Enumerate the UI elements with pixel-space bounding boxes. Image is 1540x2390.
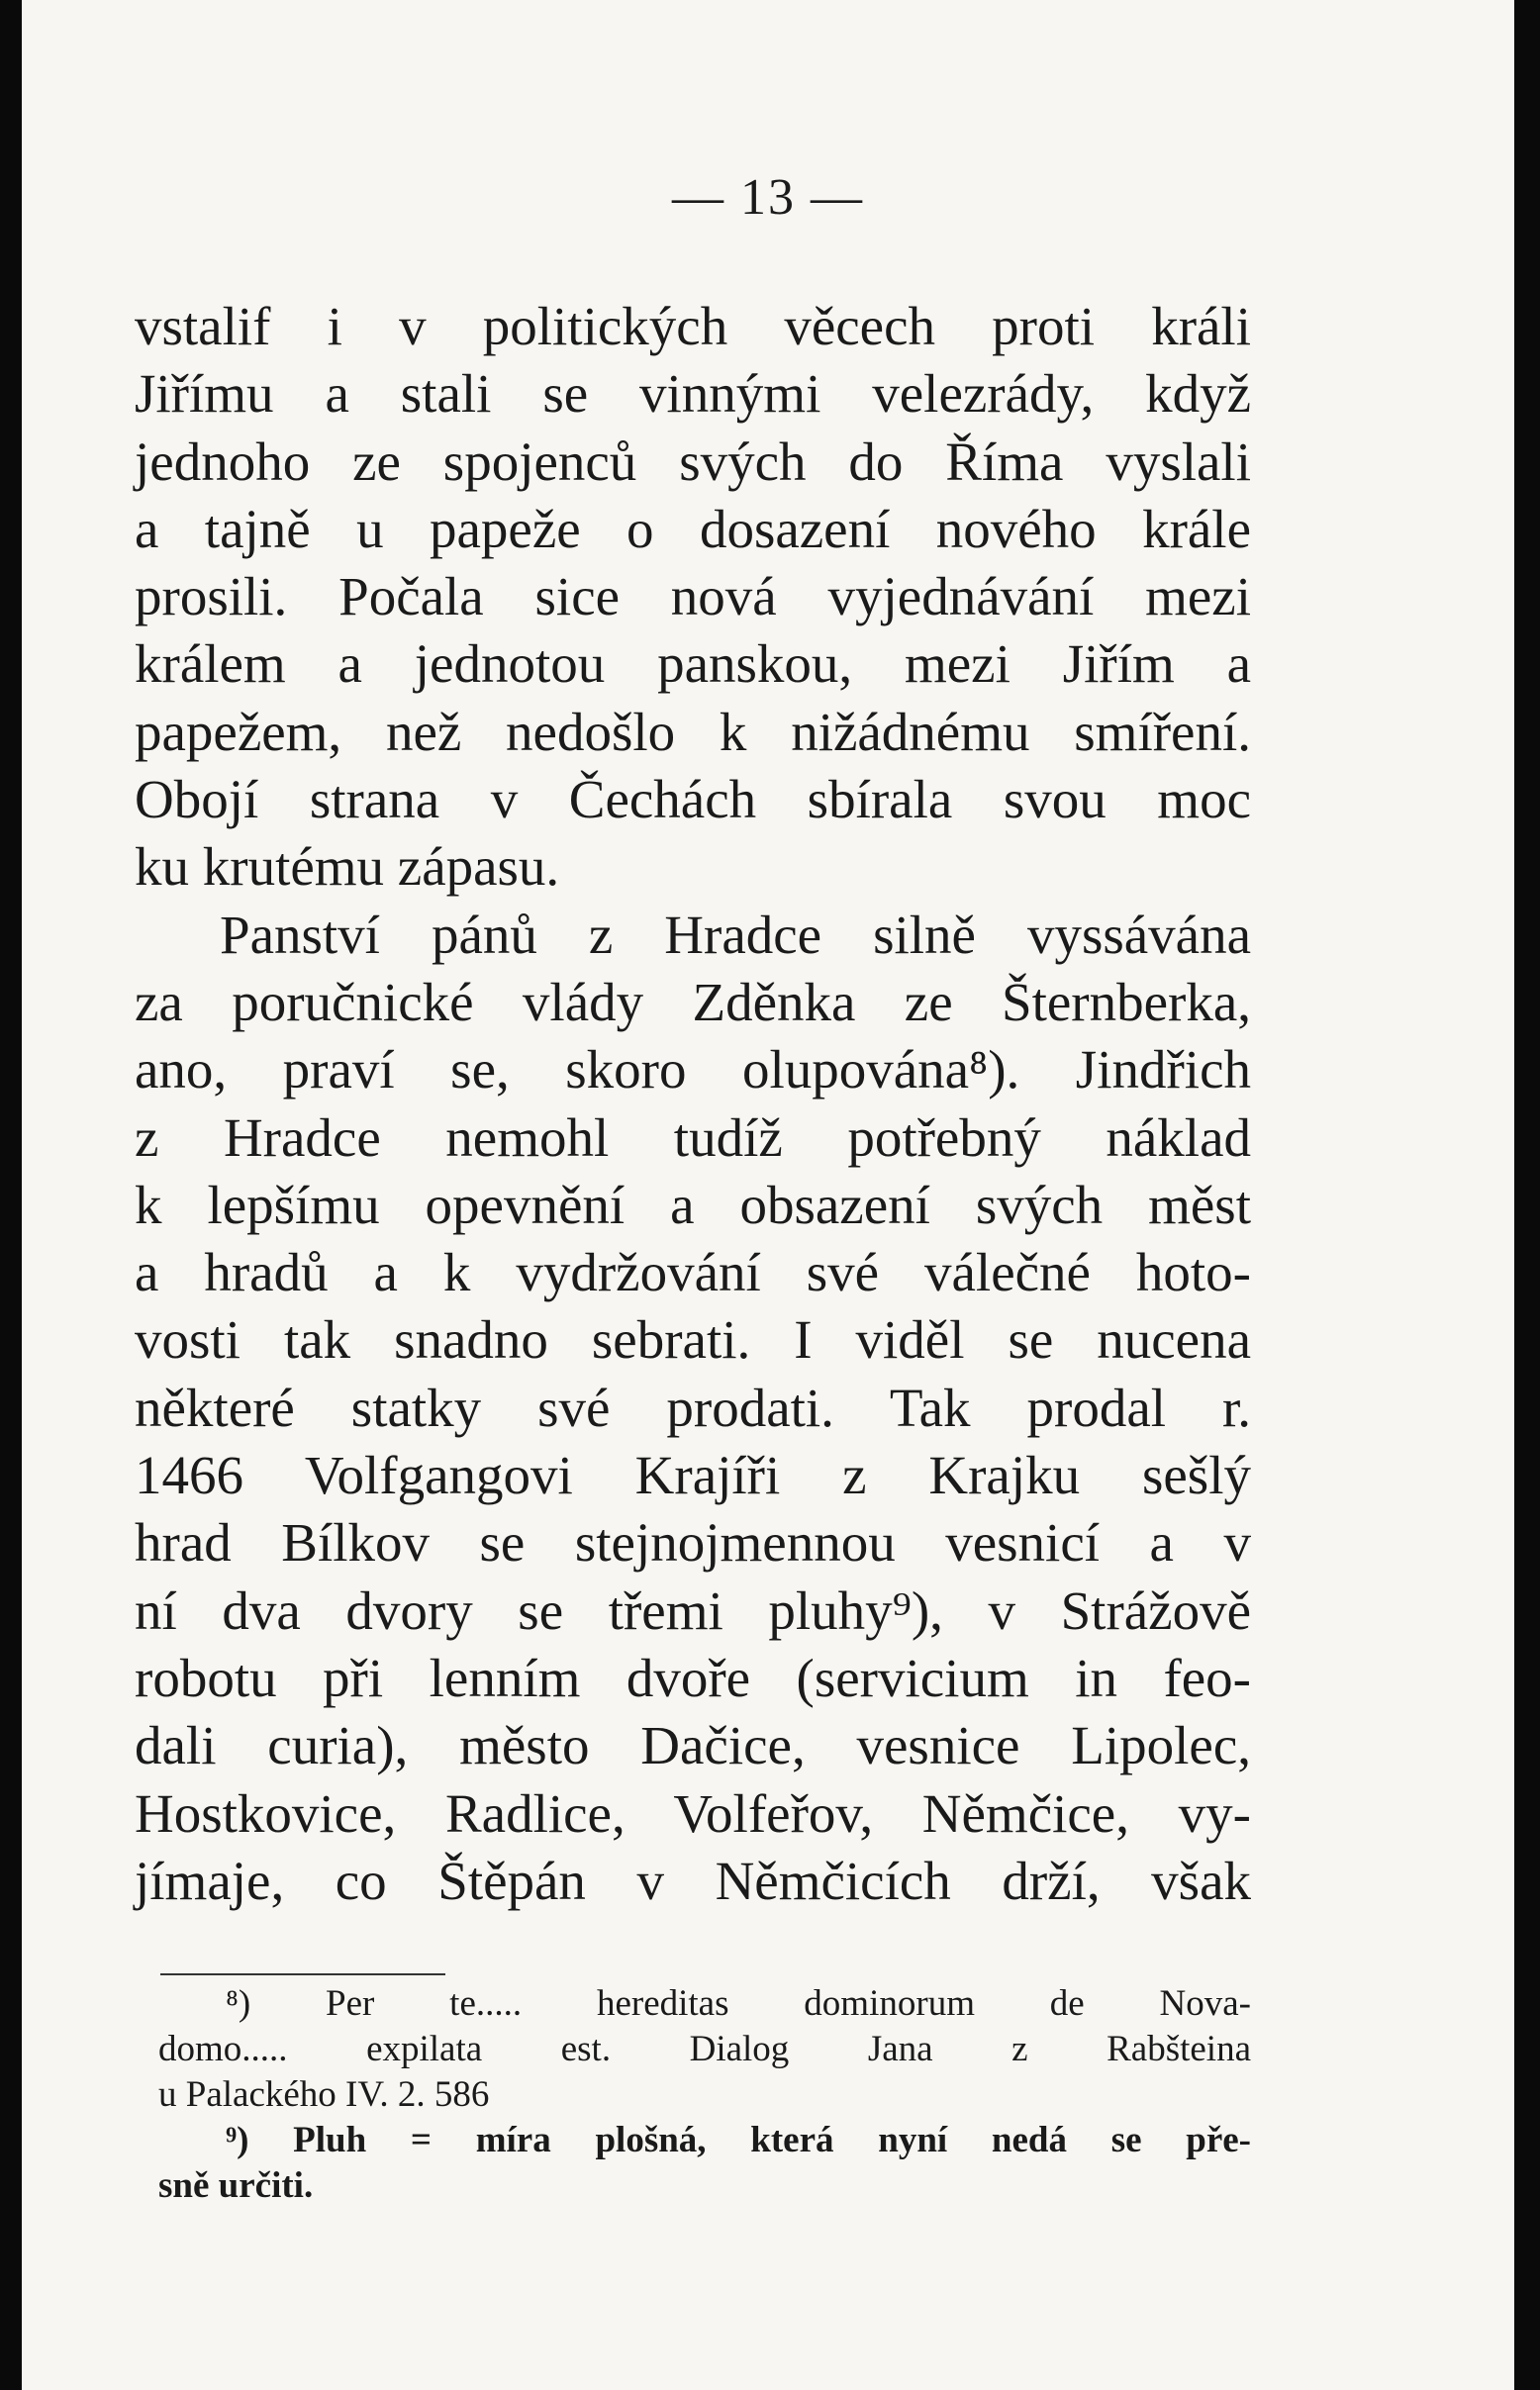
text-line: Hostkovice, Radlice, Volfeřov, Němčice, vy-	[135, 1782, 1251, 1844]
text-line: papežem, než nedošlo k nižádnému smíření.	[135, 701, 1251, 762]
text-line: vosti tak snadno sebrati. I viděl se nucena	[135, 1309, 1251, 1371]
text-line: Obojí strana v Čechách sbírala svou moc	[135, 769, 1251, 830]
text-line: prosili. Počala sice nová vyjednávání mezi	[135, 566, 1251, 627]
text-line: Panství pánů z Hradce silně vyssávána	[220, 904, 1251, 965]
text-line: 1466 Volfgangovi Krajíři z Krajku sešlý	[135, 1445, 1251, 1506]
body-text	[135, 293, 1251, 1915]
footnote-line: u Palackého IV. 2. 586	[158, 2074, 490, 2115]
text-line: jímaje, co Štěpán v Němčicích drží, však	[135, 1850, 1251, 1911]
text-line: ku krutému zápasu.	[135, 836, 560, 898]
page-number: — 13 —	[672, 169, 864, 226]
footnote-line: ⁸) Per te..... hereditas dominorum de Nova-	[226, 1983, 1251, 2024]
text-line: Jiřímu a stali se vinnými velezrády, když	[135, 363, 1251, 425]
text-line: robotu při lenním dvoře (servicium in feo-	[135, 1647, 1251, 1708]
footnotes	[158, 1981, 1251, 2209]
text-line: dali curia), město Dačice, vesnice Lipolec,	[135, 1715, 1251, 1776]
footnote-line: ⁹) Pluh = míra plošná, která nyní nedá se pře-	[226, 2120, 1251, 2160]
text-line: vstalif i v politických věcech proti králi	[135, 296, 1251, 356]
text-line: králem a jednotou panskou, mezi Jiřím a	[135, 633, 1251, 695]
text-line: a tajně u papeže o dosazení nového krále	[135, 498, 1251, 559]
text-line: ano, praví se, skoro olupována⁸). Jindřich	[135, 1039, 1251, 1100]
text-line: z Hradce nemohl tudíž potřebný náklad	[135, 1106, 1251, 1168]
text-line: hrad Bílkov se stejnojmennou vesnicí a v	[135, 1512, 1251, 1574]
text-line: ní dva dvory se třemi pluhy⁹), v Strážově	[135, 1579, 1251, 1641]
footnote-line: domo..... expilata est. Dialog Jana z Rabšteina	[158, 2029, 1251, 2069]
text-line: některé statky své prodati. Tak prodal r.	[135, 1377, 1251, 1438]
footnote-line: sně určiti.	[158, 2165, 314, 2206]
text-line: za poručnické vlády Zděnka ze Šternberka,	[135, 971, 1251, 1032]
footnote-divider	[160, 1973, 445, 1975]
text-line: k lepšímu opevnění a obsazení svých měst	[135, 1174, 1251, 1235]
text-line: a hradů a k vydržování své válečné hoto-	[135, 1242, 1251, 1303]
book-page	[22, 0, 1514, 2390]
text-line: jednoho ze spojenců svých do Říma vyslali	[135, 430, 1251, 492]
